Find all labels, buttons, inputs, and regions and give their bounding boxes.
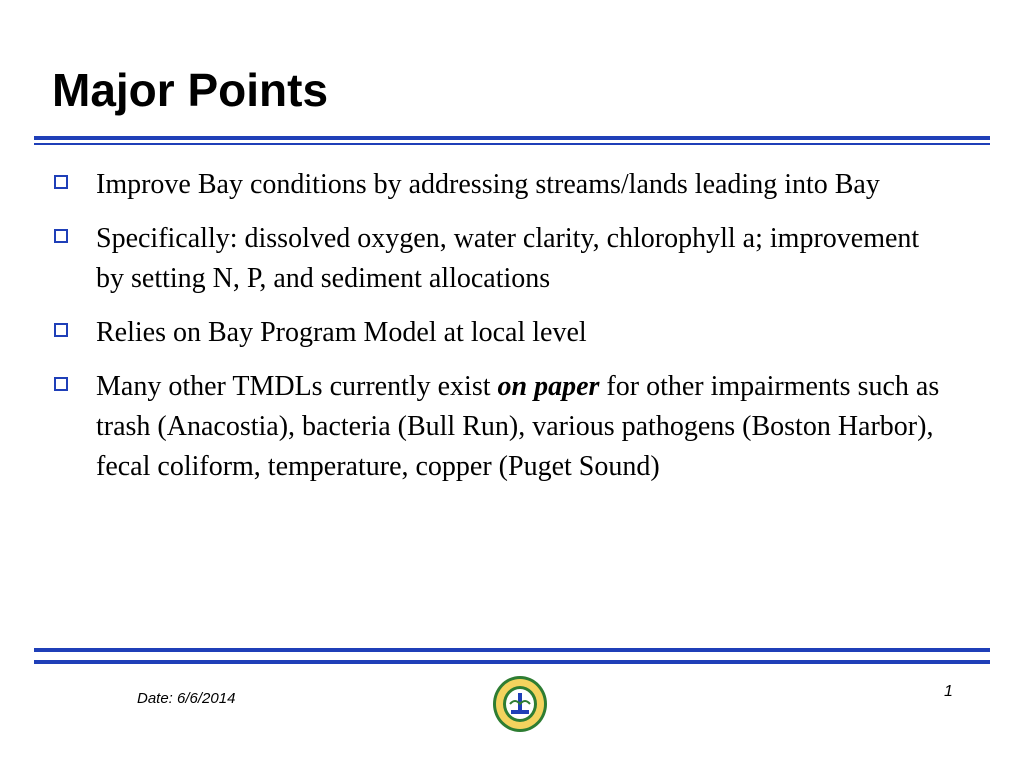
square-bullet-icon <box>54 377 68 391</box>
square-bullet-icon <box>54 229 68 243</box>
footer-date: Date: 6/6/2014 <box>137 690 236 707</box>
bullet-text-before: Many other TMDLs currently exist <box>96 371 498 402</box>
bullet-item <box>52 367 952 487</box>
bullet-item <box>52 165 952 205</box>
footer-rule-thick <box>34 648 990 652</box>
bullet-list <box>52 165 952 501</box>
footer-rule-thin <box>34 660 990 664</box>
bullet-text-after: for other impairments such as trash (Anacostia), bacteria (Bull Run), various pathogens (Boston Harbor), fecal coliform, temperature, copper (Puget Sound) <box>96 371 940 482</box>
county-seal-icon <box>491 674 549 734</box>
bullet-text: Specifically: dissolved oxygen, water clarity, chlorophyll a; improvement by setting N, P, and sediment allocations <box>96 223 920 294</box>
square-bullet-icon <box>54 323 68 337</box>
bullet-text: Improve Bay conditions by addressing streams/lands leading into Bay <box>96 169 880 200</box>
bullet-item <box>52 313 952 353</box>
header-rule-thick <box>34 136 990 140</box>
page-number: 1 <box>944 683 953 700</box>
bullet-emphasis: on paper <box>497 371 600 402</box>
header-rule-thin <box>34 143 990 145</box>
slide-title: Major Points <box>52 64 329 116</box>
bullet-item <box>52 219 952 299</box>
square-bullet-icon <box>54 175 68 189</box>
bullet-text: Relies on Bay Program Model at local level <box>96 317 587 348</box>
